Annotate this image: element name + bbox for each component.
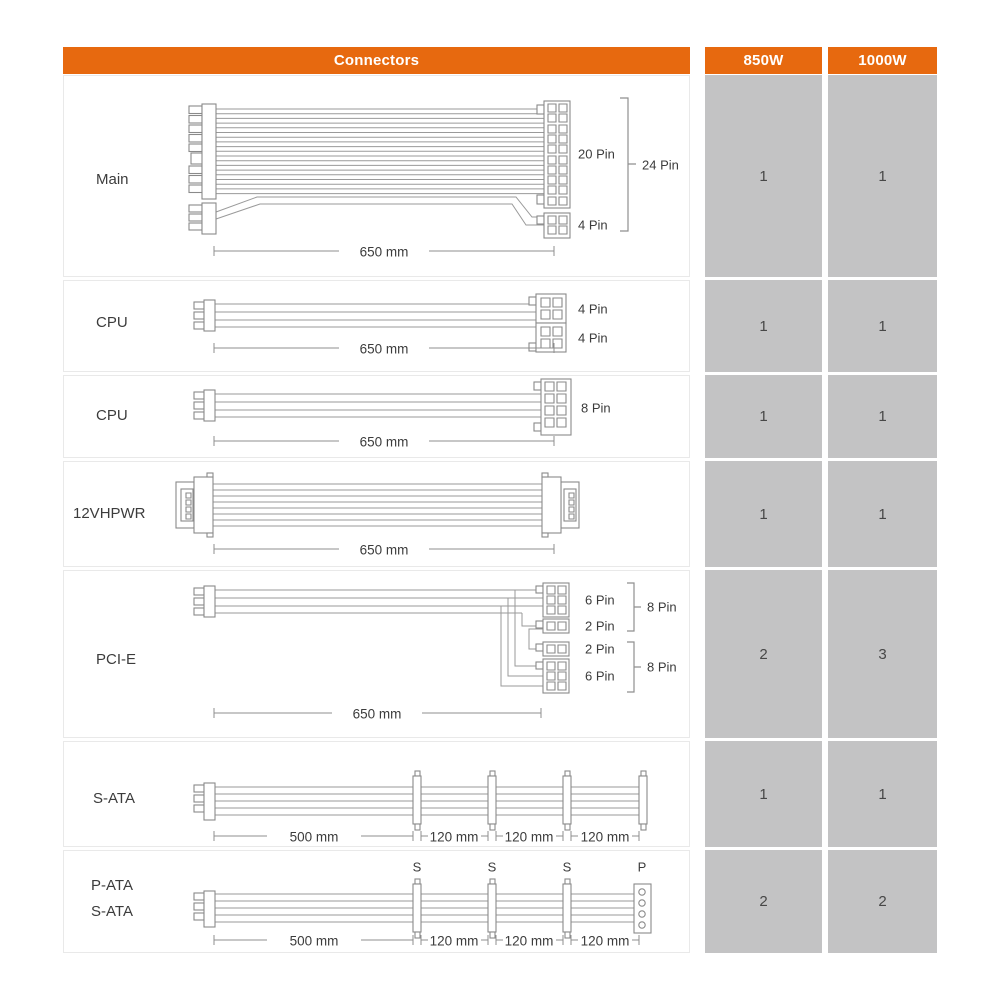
molex-connector <box>634 884 651 933</box>
12vhpwr-wires <box>213 484 542 526</box>
label-p: P <box>637 859 647 875</box>
sata-left-connector <box>194 783 215 820</box>
qty-sata-1000-value: 1 <box>878 785 887 803</box>
header-850w-label: 850W <box>743 52 784 69</box>
row-12vhpwr-label: 12VHPWR <box>73 505 146 522</box>
pata-dim-120-1: 120 mm <box>429 933 479 949</box>
qty-sata-850 <box>705 741 822 847</box>
pcie-pin-labels <box>585 583 677 692</box>
pcie-6pin-bottom-label: 6 Pin <box>585 668 615 684</box>
cpu8-left-connector <box>194 390 215 421</box>
main-24pin-bracket <box>620 98 636 231</box>
pcie-2pin-top-connector <box>536 619 569 633</box>
header-connectors <box>63 47 690 74</box>
qty-pcie-850-value: 2 <box>759 645 768 663</box>
pata-dim-120-3: 120 mm <box>580 933 630 949</box>
pata-sata-connector-type-labels <box>413 860 647 875</box>
row-pcie-label: PCI-E <box>96 651 137 668</box>
sata-cable-diagram <box>64 742 691 848</box>
qty-pcie-1000 <box>828 570 937 738</box>
12vhpwr-cable-diagram <box>64 462 691 568</box>
cpu44-dimension <box>214 342 554 357</box>
sata-dim-120-1: 120 mm <box>429 829 479 845</box>
qty-12vhpwr-850-value: 1 <box>759 505 768 523</box>
sata-wires <box>215 787 639 815</box>
cpu44-wires <box>215 304 536 327</box>
header-connectors-label: Connectors <box>333 52 420 69</box>
qty-main-1000-value: 1 <box>878 167 887 185</box>
cpu8-dimension <box>214 435 554 450</box>
qty-pcie-850 <box>705 570 822 738</box>
row-main-diagram-cell <box>63 75 690 277</box>
main-dimension <box>214 245 554 260</box>
qty-pata-1000 <box>828 850 937 953</box>
pcie-2pin-bottom-label: 2 Pin <box>585 641 615 657</box>
qty-cpu44-850 <box>705 280 822 372</box>
pcie-8pin-top-label: 8 Pin <box>647 599 677 615</box>
pcie-6pin-top-connector <box>536 583 569 617</box>
qty-cpu44-850-value: 1 <box>759 317 768 335</box>
sata-dim-120-2: 120 mm <box>504 829 554 845</box>
12vhpwr-dimension-label: 650 mm <box>359 542 409 558</box>
header-1000w-label: 1000W <box>858 52 907 69</box>
cpu8-cable-diagram <box>64 376 691 459</box>
cpu44-cable-diagram <box>64 281 691 373</box>
label-s3: S <box>562 859 572 875</box>
qty-12vhpwr-1000-value: 1 <box>878 505 887 523</box>
pcie-6pin-top-label: 6 Pin <box>585 592 615 608</box>
cpu44-4pin-bottom-label: 4 Pin <box>578 330 608 346</box>
pata-sata-dimension <box>214 934 639 949</box>
cpu8-right-connector <box>534 379 571 435</box>
main-20pin-connector <box>537 101 570 208</box>
qty-sata-1000 <box>828 741 937 847</box>
pcie-2pin-top-label: 2 Pin <box>585 618 615 634</box>
cpu44-left-connector <box>194 300 215 331</box>
label-s1: S <box>412 859 422 875</box>
pata-sata-left-connector <box>194 891 215 927</box>
pcie-dimension-label: 650 mm <box>352 706 402 722</box>
qty-cpu8-850-value: 1 <box>759 408 768 425</box>
cpu44-dimension-label: 650 mm <box>359 341 409 357</box>
row-sata-diagram-cell <box>63 741 690 847</box>
pcie-8pin-top-bracket <box>627 583 641 631</box>
main-wires <box>216 109 546 225</box>
pcie-8pin-bottom-label: 8 Pin <box>647 659 677 675</box>
cpu44-right-connectors <box>529 294 566 352</box>
qty-cpu8-850 <box>705 375 822 458</box>
main-pin-labels <box>578 98 679 233</box>
pcie-8pin-bottom-bracket <box>627 642 641 692</box>
12vhpwr-dimension <box>214 543 554 558</box>
row-cpu44-label: CPU <box>96 314 128 331</box>
sata-dim-120-3: 120 mm <box>580 829 630 845</box>
cpu44-4pin-top-label: 4 Pin <box>578 301 608 317</box>
qty-pata-850-value: 2 <box>759 893 768 910</box>
row-pata-label: P-ATA <box>91 877 133 894</box>
row-main-label: Main <box>96 171 129 188</box>
main-4pin-label: 4 Pin <box>578 217 608 233</box>
main-20pin-label: 20 Pin <box>578 146 615 162</box>
main-24pin-label: 24 Pin <box>642 157 679 173</box>
qty-cpu8-1000-value: 1 <box>878 408 887 425</box>
label-s2: S <box>487 859 497 875</box>
qty-pata-850 <box>705 850 822 953</box>
qty-12vhpwr-1000 <box>828 461 937 567</box>
main-dimension-label: 650 mm <box>359 244 409 260</box>
cpu8-wires <box>215 394 541 417</box>
qty-main-1000 <box>828 75 937 277</box>
pcie-wires <box>215 590 543 686</box>
pcie-cable-diagram <box>64 571 691 739</box>
qty-pcie-1000-value: 3 <box>878 645 887 663</box>
12vhpwr-right-connector <box>542 473 579 537</box>
main-left-connector <box>189 104 216 234</box>
12vhpwr-left-connector <box>176 473 213 537</box>
row-12vhpwr-diagram-cell <box>63 461 690 567</box>
pata-dim-120-2: 120 mm <box>504 933 554 949</box>
row-cpu8-diagram-cell <box>63 375 690 458</box>
cpu8-dimension-label: 650 mm <box>359 434 409 450</box>
main-cable-diagram <box>64 76 691 278</box>
qty-cpu44-1000 <box>828 280 937 372</box>
qty-main-850-value: 1 <box>759 167 768 185</box>
qty-main-850 <box>705 75 822 277</box>
qty-pata-1000-value: 2 <box>878 893 887 910</box>
row-cpu44-diagram-cell <box>63 280 690 372</box>
row-cpu8-label: CPU <box>96 407 128 424</box>
pcie-2pin-bottom-connector <box>536 642 569 656</box>
header-850w <box>705 47 822 74</box>
qty-cpu8-1000 <box>828 375 937 458</box>
pcie-dimension <box>214 707 541 722</box>
row-sata-label: S-ATA <box>93 790 135 807</box>
pata-dim-500: 500 mm <box>289 933 339 949</box>
sata-dim-500: 500 mm <box>289 829 339 845</box>
pcie-left-connector <box>194 586 215 617</box>
row-pata-sata-diagram-cell <box>63 850 690 953</box>
header-1000w <box>828 47 937 74</box>
row-sata2-label: S-ATA <box>91 903 133 920</box>
row-pcie-diagram-cell <box>63 570 690 738</box>
qty-12vhpwr-850 <box>705 461 822 567</box>
cpu8-8pin-label: 8 Pin <box>581 400 611 416</box>
sata-dimension <box>214 830 639 845</box>
qty-cpu44-1000-value: 1 <box>878 317 887 335</box>
qty-sata-850-value: 1 <box>759 785 768 803</box>
pata-sata-cable-diagram <box>64 851 691 954</box>
